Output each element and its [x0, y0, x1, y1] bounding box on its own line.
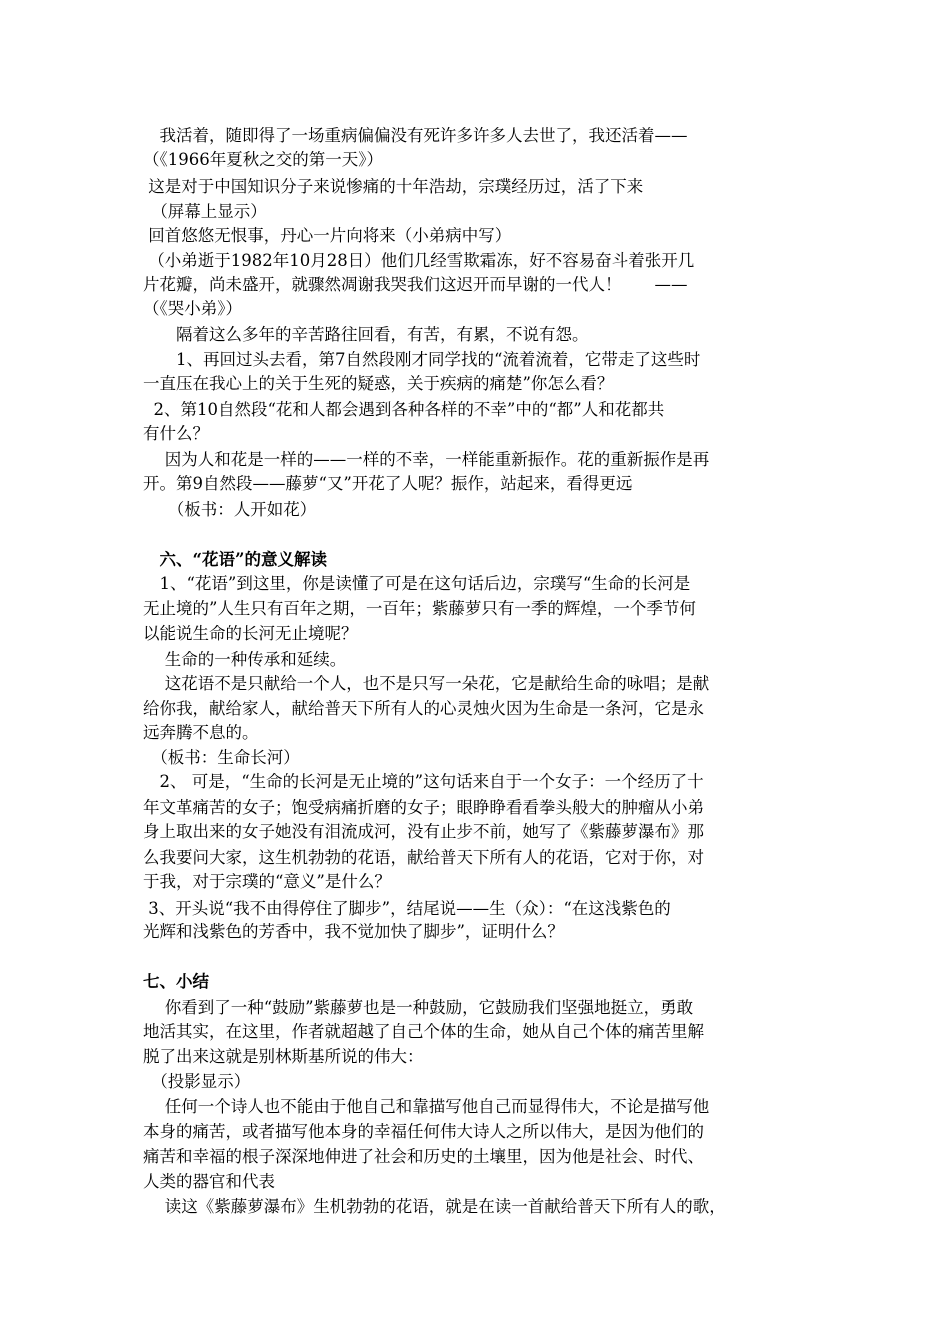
text-line-25: （板书：生命长河）: [143, 748, 300, 767]
text-line-3: 这是对于中国知识分子来说惨痛的十年浩劫，宗璞经历过，活了下来: [143, 177, 644, 196]
text-line-14: 因为人和花是一样的——一样的不幸，一样能重新振作。花的重新振作是再: [143, 450, 710, 469]
text-line-5: 回首悠悠无恨事，丹心一片向将来（小弟病中写）: [143, 226, 512, 245]
text-line-11: 一直压在我心上的关于生死的疑惑，关于疾病的痛楚”你怎么看？: [143, 374, 614, 393]
text-line-4: （屏幕上显示）: [143, 202, 267, 221]
text-line-43: 读这《紫藤萝瀑布》生机勃勃的花语，就是在读一首献给普天下所有人的歌，: [143, 1197, 726, 1216]
text-line-38: （投影显示）: [143, 1072, 251, 1091]
text-line-24: 远奔腾不息的。: [143, 723, 259, 742]
text-line-41: 痛苦和幸福的根子深深地伸进了社会和历史的土壤里，因为他是社会、时代、: [143, 1147, 704, 1166]
text-line-27: 年文革痛苦的女子；饱受病痛折磨的女子；眼睁睁看看拳头般大的肿瘤从小弟: [143, 798, 704, 817]
text-line-9: 隔着这么多年的辛苦路往回看，有苦，有累，不说有怨。: [143, 325, 589, 344]
text-line-32: 光辉和浅紫色的芳香中，我不觉加快了脚步”，证明什么？: [143, 922, 564, 941]
text-line-21: 生命的一种传承和延续。: [143, 650, 347, 669]
text-line-13: 有什么？: [143, 424, 209, 443]
section-heading-seven: 七、小结: [143, 972, 209, 991]
text-line-1: 我活着，随即得了一场重病偏偏没有死许多许多人去世了，我还活着——: [143, 126, 688, 145]
text-line-37: 脱了出来这就是别林斯基所说的伟大：: [143, 1047, 424, 1066]
text-line-35: 你看到了一种“鼓励”紫藤萝也是一种鼓励，它鼓励我们坚强地挺立，勇敢: [143, 998, 694, 1017]
text-line-40: 本身的痛苦，或者描写他本身的幸福任何伟大诗人之所以伟大，是因为他们的: [143, 1122, 704, 1141]
text-line-22: 这花语不是只献给一个人，也不是只写一朵花，它是献给生命的咏唱；是献: [143, 674, 710, 693]
text-line-20: 以能说生命的长河无止境呢？: [143, 624, 358, 643]
text-line-7: 片花瓣，尚未盛开，就骤然凋谢我哭我们这迟开而早谢的一代人！ ——: [143, 275, 688, 294]
text-line-39: 任何一个诗人也不能由于他自己和靠描写他自己而显得伟大，不论是描写他: [143, 1097, 710, 1116]
text-line-12: 2、第10自然段“花和人都会遇到各种各样的不幸”中的“都”人和花都共: [143, 400, 665, 419]
text-line-28: 身上取出来的女子她没有泪流成河，没有止步不前，她写了《紫藤萝瀑布》那: [143, 822, 704, 841]
text-line-19: 无止境的”人生只有百年之期，一百年；紫藤萝只有一季的辉煌，一个季节何: [143, 599, 696, 618]
text-line-23: 给你我，献给家人，献给普天下所有人的心灵烛火因为生命是一条河，它是永: [143, 699, 704, 718]
text-line-16: （板书：人开如花）: [143, 500, 317, 519]
text-line-15: 开。第9自然段——藤萝“又”开花了人呢？振作，站起来，看得更远: [143, 474, 633, 493]
text-line-2: （《1966年夏秋之交的第一天》）: [143, 150, 383, 169]
text-line-29: 么我要问大家，这生机勃勃的花语，献给普天下所有人的花语，它对于你，对: [143, 848, 704, 867]
text-line-10: 1、再回过头去看，第7自然段刚才同学找的“流着流着，它带走了这些时: [143, 350, 701, 369]
section-heading-six: 六、“花语”的意义解读: [143, 550, 327, 569]
text-line-26: 2、 可是，“生命的长河是无止境的”这句话来自于一个女子：一个经历了十: [143, 772, 704, 791]
text-line-31: 3、开头说“我不由得停住了脚步”，结尾说——生（众）：“在这浅紫色的: [143, 899, 671, 918]
text-line-30: 于我，对于宗璞的“意义”是什么？: [143, 872, 391, 891]
text-line-36: 地活其实，在这里，作者就超越了自己个体的生命，她从自己个体的痛苦里解: [143, 1022, 704, 1041]
text-line-6: （小弟逝于1982年10月28日）他们几经雪欺霜冻，好不容易奋斗着张开几: [143, 251, 695, 270]
text-line-42: 人类的器官和代表: [143, 1172, 275, 1191]
text-line-8: （《哭小弟》）: [143, 299, 242, 318]
text-line-18: 1、“花语”到这里，你是读懂了可是在这句话后边，宗璞写“生命的长河是: [143, 574, 691, 593]
